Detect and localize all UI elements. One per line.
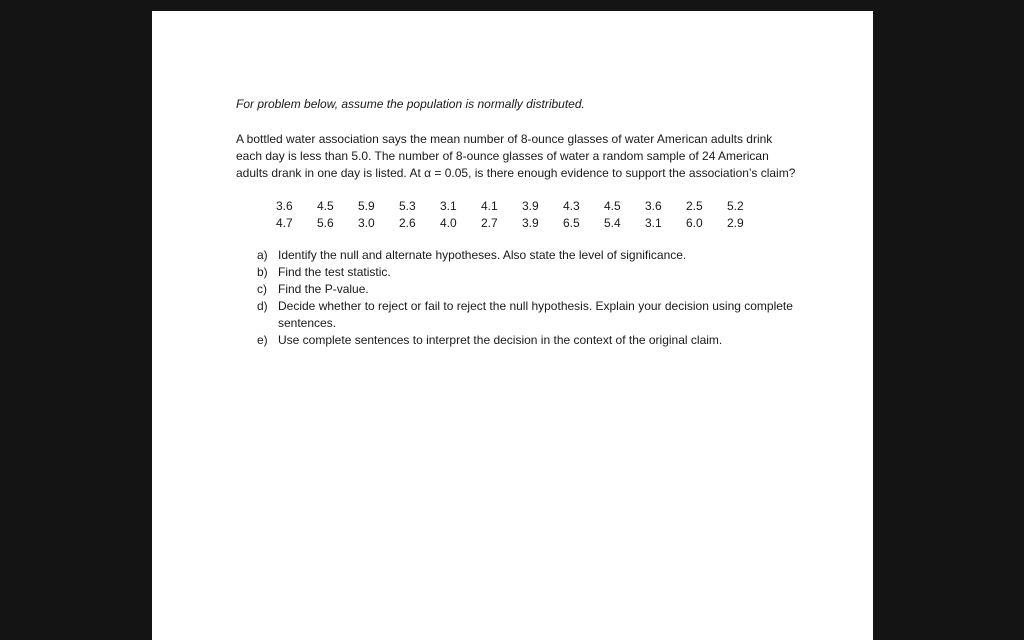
data-cell: 2.7: [481, 216, 498, 230]
data-row: [276, 215, 768, 232]
data-cell: 4.3: [563, 199, 580, 213]
data-cell: 3.9: [522, 199, 539, 213]
intro-text: For problem below, assume the population is normally distributed.: [236, 97, 585, 111]
data-cell: 4.1: [481, 199, 498, 213]
question-label: d): [257, 299, 268, 313]
question-label: c): [257, 282, 267, 296]
question-text: Find the P-value.: [278, 282, 369, 296]
data-cell: 5.2: [727, 199, 744, 213]
problem-text: A bottled water association says the mean number of 8-ounce glasses of water American adults drink each day is less than 5.0. The number of 8-ounce glasses of water a random sample of 24 American adults drank in one day is listed. At α = 0.05, is there enough evidence to support the association’s claim?: [236, 132, 796, 180]
question-list: [257, 247, 796, 349]
data-cell: 2.6: [399, 216, 416, 230]
data-cell: 5.9: [358, 199, 375, 213]
data-cell: 5.6: [317, 216, 334, 230]
data-cell: 4.7: [276, 216, 293, 230]
question-item: [257, 298, 796, 332]
data-cell: 5.4: [604, 216, 621, 230]
question-label: b): [257, 265, 268, 279]
data-row: [276, 198, 768, 215]
question-label: e): [257, 333, 268, 347]
data-cell: 5.3: [399, 199, 416, 213]
data-cell: 4.5: [317, 199, 334, 213]
question-item: [257, 281, 796, 298]
data-cell: 2.5: [686, 199, 703, 213]
data-cell: 3.6: [276, 199, 293, 213]
data-cell: 3.9: [522, 216, 539, 230]
data-cell: 4.0: [440, 216, 457, 230]
question-text: Find the test statistic.: [278, 265, 391, 279]
question-text: Identify the null and alternate hypotheses. Also state the level of significance.: [278, 248, 687, 262]
question-text: Use complete sentences to interpret the decision in the context of the original claim.: [278, 333, 723, 347]
data-cell: 6.0: [686, 216, 703, 230]
question-item: [257, 264, 796, 281]
question-item: [257, 247, 796, 264]
question-text: Decide whether to reject or fail to reject the null hypothesis. Explain your decision using complete sentences.: [278, 299, 793, 330]
question-item: [257, 332, 796, 349]
document-body: [236, 96, 796, 349]
data-cell: 3.1: [440, 199, 457, 213]
document-page: [152, 11, 873, 640]
data-cell: 2.9: [727, 216, 744, 230]
data-table: [276, 198, 768, 232]
question-label: a): [257, 248, 268, 262]
data-cell: 3.1: [645, 216, 662, 230]
data-cell: 4.5: [604, 199, 621, 213]
data-cell: 6.5: [563, 216, 580, 230]
data-cell: 3.0: [358, 216, 375, 230]
data-cell: 3.6: [645, 199, 662, 213]
